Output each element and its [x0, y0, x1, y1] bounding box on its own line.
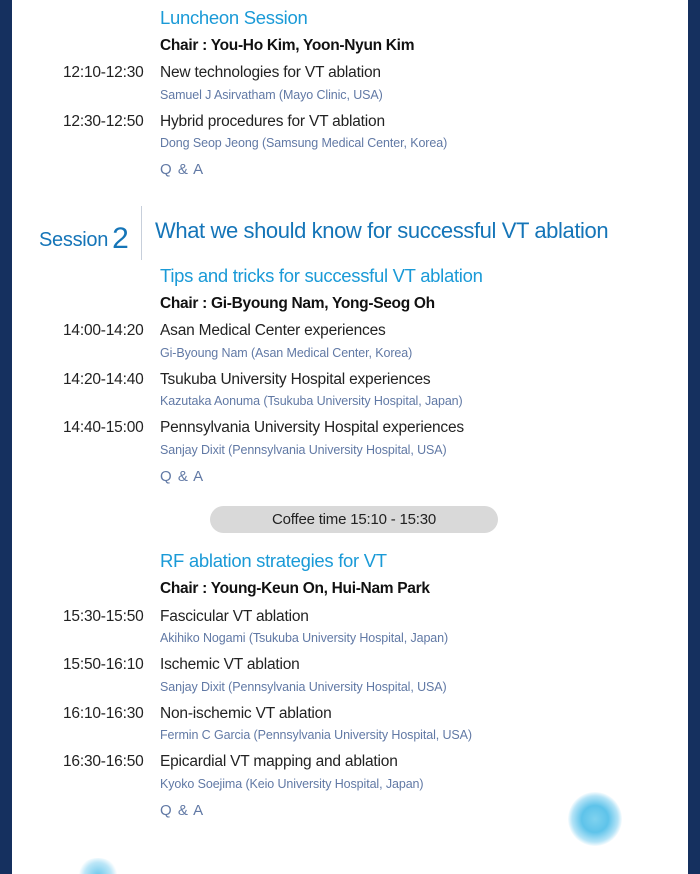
- talk-title: Tsukuba University Hospital experiences: [160, 371, 431, 388]
- talk-speaker: Gi-Byoung Nam (Asan Medical Center, Korea): [160, 346, 413, 360]
- talk-title: Non-ischemic VT ablation: [160, 705, 332, 722]
- talk-speaker: Sanjay Dixit (Pennsylvania University Hospital, USA): [160, 680, 447, 694]
- tips-chair: Chair : Gi-Byoung Nam, Yong-Seog Oh: [160, 295, 435, 312]
- talk-speaker: Fermin C Garcia (Pennsylvania University Hospital, USA): [160, 728, 472, 742]
- talk-time: 12:10-12:30: [63, 64, 144, 81]
- talk-title: Asan Medical Center experiences: [160, 322, 386, 339]
- session-word: Session: [39, 229, 109, 251]
- talk-title: Hybrid procedures for VT ablation: [160, 113, 385, 130]
- decorative-blob-icon: [568, 792, 622, 846]
- talk-speaker: Sanjay Dixit (Pennsylvania University Hospital, USA): [160, 443, 447, 457]
- rf-chair: Chair : Young-Keun On, Hui-Nam Park: [160, 580, 430, 597]
- talk-time: 12:30-12:50: [63, 113, 144, 130]
- talk-title: Pennsylvania University Hospital experiences: [160, 419, 464, 436]
- luncheon-chair: Chair : You-Ho Kim, Yoon-Nyun Kim: [160, 37, 415, 54]
- session-divider: [141, 206, 142, 260]
- session-label: [39, 220, 128, 254]
- qa-label: Q & A: [160, 802, 205, 819]
- talk-time: 16:10-16:30: [63, 705, 144, 722]
- talk-speaker: Akihiko Nogami (Tsukuba University Hospital, Japan): [160, 631, 449, 645]
- talk-time: 15:50-16:10: [63, 656, 144, 673]
- talk-time: 16:30-16:50: [63, 753, 144, 770]
- talk-speaker: Kyoko Soejima (Keio University Hospital, Japan): [160, 777, 424, 791]
- session-number: 2: [112, 222, 129, 255]
- talk-title: Epicardial VT mapping and ablation: [160, 753, 398, 770]
- decorative-blob-icon: [78, 858, 118, 874]
- coffee-break-pill: Coffee time 15:10 - 15:30: [210, 506, 498, 533]
- qa-label: Q & A: [160, 161, 205, 178]
- talk-title: Ischemic VT ablation: [160, 656, 300, 673]
- talk-speaker: Dong Seop Jeong (Samsung Medical Center, Korea): [160, 136, 448, 150]
- program-page: [12, 0, 688, 874]
- tips-heading: Tips and tricks for successful VT ablation: [160, 265, 483, 286]
- talk-speaker: Samuel J Asirvatham (Mayo Clinic, USA): [160, 88, 383, 102]
- talk-time: 14:40-15:00: [63, 419, 144, 436]
- talk-speaker: Kazutaka Aonuma (Tsukuba University Hospital, Japan): [160, 394, 463, 408]
- talk-time: 14:20-14:40: [63, 371, 144, 388]
- rf-heading: RF ablation strategies for VT: [160, 550, 387, 571]
- talk-time: 14:00-14:20: [63, 322, 144, 339]
- talk-title: Fascicular VT ablation: [160, 608, 309, 625]
- luncheon-session-heading: Luncheon Session: [160, 7, 308, 28]
- session-title: What we should know for successful VT ablation: [155, 218, 609, 243]
- talk-time: 15:30-15:50: [63, 608, 144, 625]
- talk-title: New technologies for VT ablation: [160, 64, 381, 81]
- qa-label: Q & A: [160, 468, 205, 485]
